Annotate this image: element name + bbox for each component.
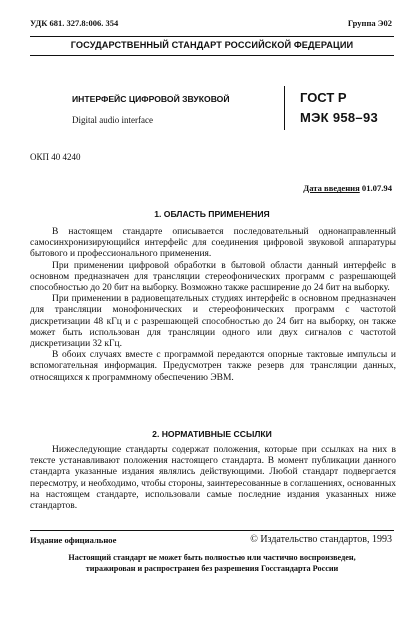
paragraph: При применении в радиовещательных студиях интерфейс в основном предназначен для трансляции монофонических и стереофонических программ с частотой дискретизации 48 кГц и с разрешающей способностью до 24 бит на выборку, он также может быть использован для трансляции одного или двух сигналов с частотой дискретизации 32 кГц.: [30, 294, 396, 350]
notice-line: тиражирован и распространен без разрешения Госстандарта России: [85, 564, 339, 573]
paragraph: В настоящем стандарте описывается последовательный однонаправленный самосинхронизирующийся интерфейс для соединения цифровой звуковой аппаратуры бытового и профессионального применения.: [30, 227, 396, 260]
gost-designation-line1: ГОСТ Р: [300, 90, 347, 105]
state-standard-banner: ГОСУДАРСТВЕННЫЙ СТАНДАРТ РОССИЙСКОЙ ФЕДЕРАЦИИ: [70, 40, 354, 50]
section-heading-references: 2. НОРМАТИВНЫЕ ССЫЛКИ: [152, 429, 272, 439]
copyright: © Издательство стандартов, 1993: [250, 534, 392, 545]
footer-rule: [30, 530, 394, 531]
group-code: Группа Э02: [347, 18, 392, 28]
section-body-references: [30, 445, 396, 512]
paragraph: При применении цифровой обработки в бытовой области данный интерфейс в основном предназначен для трансляции стереофонических программ с разрешающей способностью до 20 бит на выборку. Возможно также расширение до 24 бит на выборку.: [30, 260, 396, 294]
effective-date-label: Дата введения: [303, 183, 360, 193]
effective-date-value: 01.07.94: [361, 183, 392, 193]
paragraph: В обоих случаях вместе с программой передаются опорные тактовые импульсы и вспомогательная информация. Предусмотрен также резерв для трансляции данных, относящихся к программному обеспечению ЭВМ.: [30, 350, 396, 383]
top-rule: [30, 36, 394, 37]
paragraph: Нижеследующие стандарты содержат положения, которые при ссылках на них в тексте устанавливают положения настоящего стандарта. В момент публикации данного стандарта указанные издания являлись действующими. Любой стандарт подвергается пересмотру, и необходимо, чтобы стороны, заинтересованные в соглашениях, основанных на настоящем стандарте, использовали самые последние издания указанных ниже стандартов.: [30, 445, 397, 512]
section-body-scope: [30, 227, 396, 384]
edition-label: Издание официальное: [30, 535, 117, 545]
okp-code: ОКП 40 4240: [30, 152, 81, 162]
reproduction-notice: [30, 552, 394, 574]
notice-line: Настоящий стандарт не может быть полностью или частично воспроизведен,: [68, 553, 356, 562]
title-divider: [284, 86, 285, 130]
udk-code: УДК 681. 327.8:006. 354: [30, 18, 119, 28]
document-title-ru: ИНТЕРФЕЙС ЦИФРОВОЙ ЗВУКОВОЙ: [72, 94, 230, 104]
section-heading-scope: 1. ОБЛАСТЬ ПРИМЕНЕНИЯ: [154, 209, 270, 219]
document-title-en: Digital audio interface: [72, 115, 153, 125]
gost-designation-line2: МЭК 958–93: [300, 110, 379, 125]
effective-date: [303, 183, 392, 193]
banner-rule: [30, 55, 394, 56]
